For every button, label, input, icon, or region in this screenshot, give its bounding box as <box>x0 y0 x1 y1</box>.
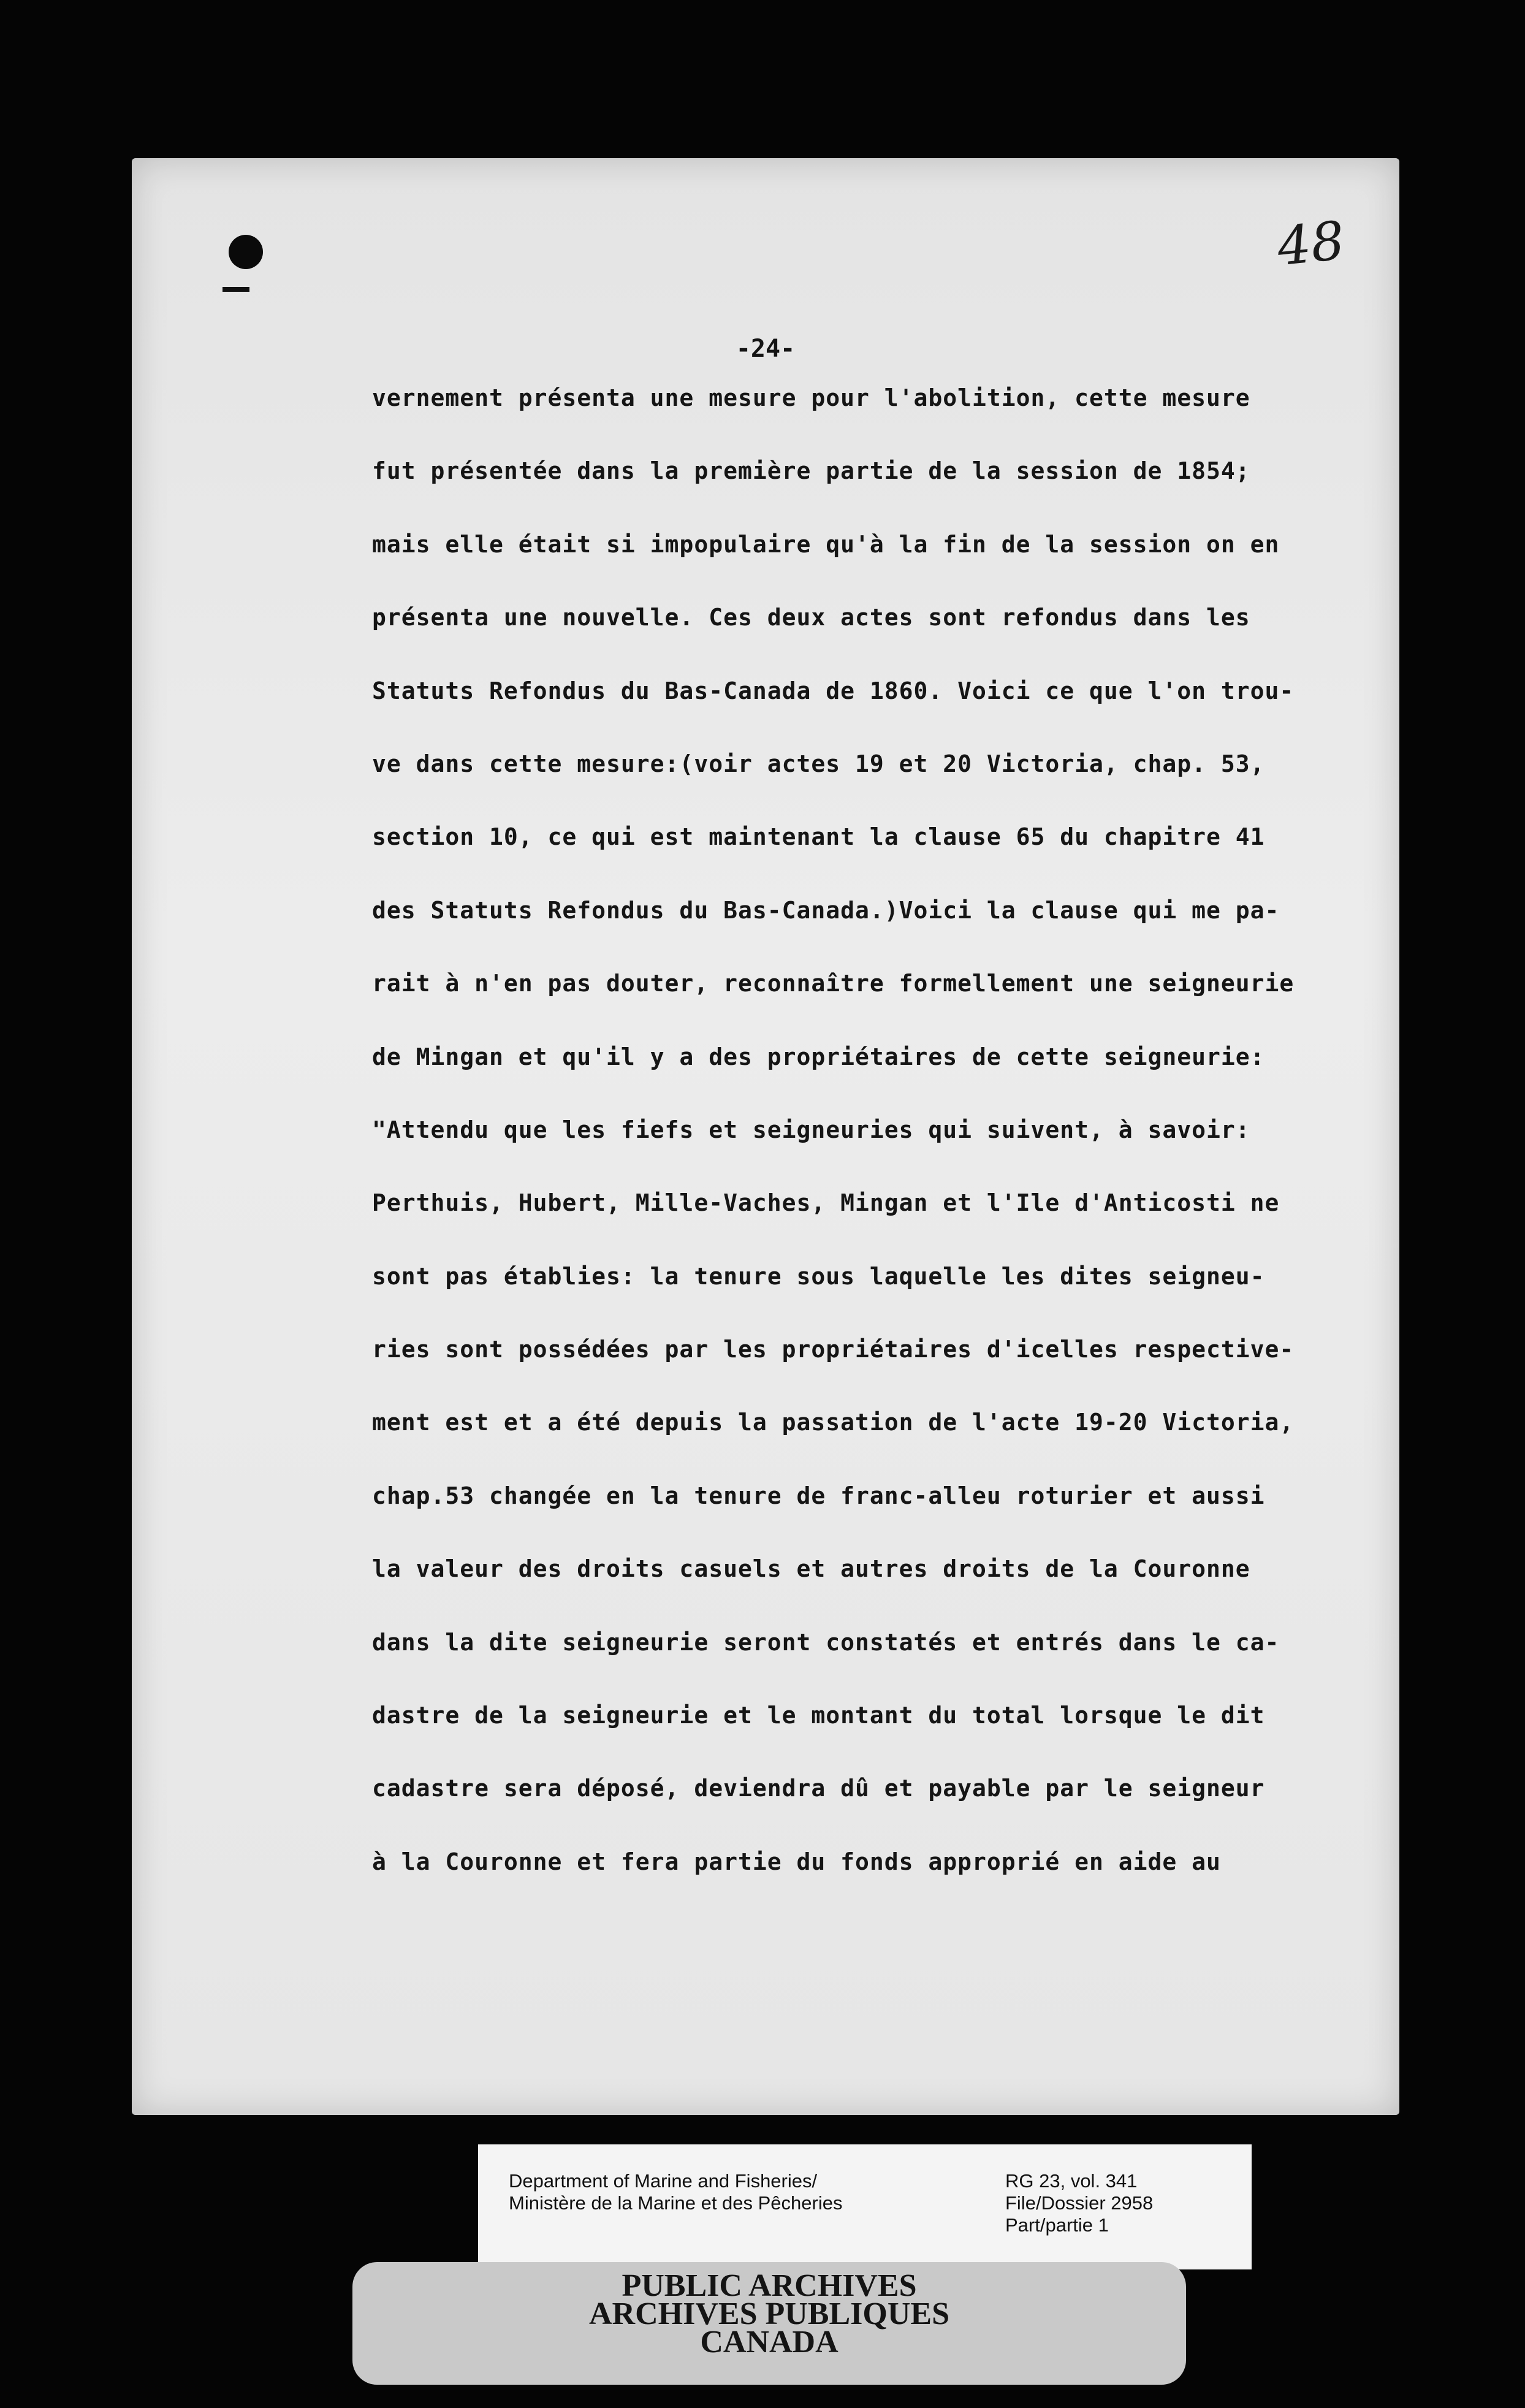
archive-department <box>509 2170 842 2214</box>
text-line: mais elle était si impopulaire qu'à la fin de la session on en <box>372 530 1280 558</box>
typed-text-body <box>372 383 1377 1919</box>
binder-hole <box>229 235 263 269</box>
text-line: "Attendu que les fiefs et seigneuries qui suivent, à savoir: <box>372 1116 1250 1143</box>
part-number: Part/partie 1 <box>1005 2214 1109 2236</box>
text-line: la valeur des droits casuels et autres droits de la Couronne <box>372 1555 1250 1583</box>
text-line: ve dans cette mesure:(voir actes 19 et 20 Victoria, chap. 53, <box>372 750 1265 777</box>
text-line: des Statuts Refondus du Bas-Canada.)Voici la clause qui me pa- <box>372 896 1280 924</box>
archives-stamp <box>352 2262 1186 2385</box>
stamp-line-3: CANADA <box>700 2325 839 2360</box>
text-line: fut présentée dans la première partie de la session de 1854; <box>372 457 1250 485</box>
folio-mark: 48 <box>1274 210 1347 278</box>
archive-label <box>478 2144 1252 2269</box>
text-line: sont pas établies: la tenure sous laquelle les dites seigneu- <box>372 1262 1265 1290</box>
text-line: vernement présenta une mesure pour l'abolition, cette mesure <box>372 384 1250 411</box>
archive-reference <box>1005 2170 1153 2236</box>
text-line: section 10, ce qui est maintenant la clause 65 du chapitre 41 <box>372 823 1265 851</box>
document-page <box>132 158 1399 2115</box>
record-group: RG 23, vol. 341 <box>1005 2170 1138 2192</box>
binder-mark <box>222 287 249 292</box>
text-line: présenta une nouvelle. Ces deux actes sont refondus dans les <box>372 604 1250 631</box>
stamp-line-2: ARCHIVES PUBLIQUES <box>588 2296 950 2331</box>
department-fr: Ministère de la Marine et des Pêcheries <box>509 2192 843 2214</box>
text-line: Statuts Refondus du Bas-Canada de 1860. Voici ce que l'on trou- <box>372 677 1295 704</box>
text-line: ment est et a été depuis la passation de l'acte 19-20 Victoria, <box>372 1409 1295 1436</box>
text-line: rait à n'en pas douter, reconnaître formellement une seigneurie <box>372 970 1295 997</box>
text-line: dastre de la seigneurie et le montant du total lorsque le dit <box>372 1702 1265 1729</box>
text-line: chap.53 changée en la tenure de franc-alleu roturier et aussi <box>372 1482 1265 1509</box>
text-line: Perthuis, Hubert, Mille-Vaches, Mingan et l'Ile d'Anticosti ne <box>372 1189 1280 1217</box>
text-line: à la Couronne et fera partie du fonds approprié en aide au <box>372 1848 1221 1875</box>
department-en: Department of Marine and Fisheries/ <box>509 2170 818 2192</box>
text-line: dans la dite seigneurie seront constatés et entrés dans le ca- <box>372 1628 1280 1656</box>
text-line: ries sont possédées par les propriétaires d'icelles respective- <box>372 1336 1295 1363</box>
text-line: de Mingan et qu'il y a des propriétaires de cette seigneurie: <box>372 1043 1265 1070</box>
text-line: cadastre sera déposé, deviendra dû et payable par le seigneur <box>372 1775 1265 1802</box>
file-number: File/Dossier 2958 <box>1005 2192 1154 2214</box>
page-number: -24- <box>736 335 796 363</box>
stamp-line-1: PUBLIC ARCHIVES <box>622 2268 917 2303</box>
